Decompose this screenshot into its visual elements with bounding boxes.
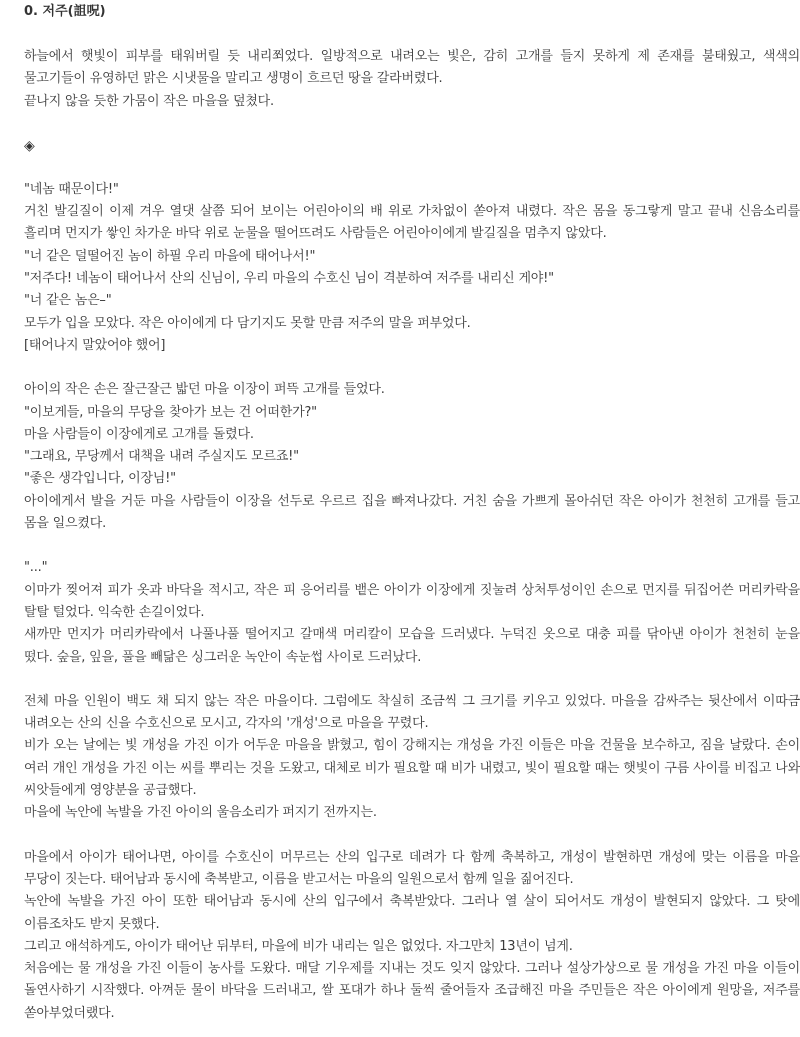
story-paragraph: "너 같은 놈은–": [24, 293, 112, 309]
page-title: 0. 저주(詛呪): [24, 4, 106, 19]
paragraph-gap: [24, 669, 800, 691]
story-paragraph: 전체 마을 인원이 백도 채 되지 않는 작은 마을이다. 그럼에도 착실히 조금씩 그 크기를 키우고 있었다. 마을을 감싸주는 뒷산에서 이따금 내려오는 산의 신을 수호신으로 모시고, 각자의 '개성'으로 마을을 꾸렸다.: [24, 693, 800, 732]
story-paragraph: 아이의 작은 손은 잘근잘근 밟던 마을 이장이 퍼뜩 고개를 들었다.: [24, 382, 385, 398]
story-paragraph: 마을에 녹안에 녹발을 가진 아이의 울음소리가 퍼지기 전까지는.: [24, 805, 377, 821]
section-divider-symbol: ◈: [24, 137, 35, 154]
story-paragraph: "좋은 생각입니다, 이장님!": [24, 471, 176, 487]
story-paragraph: 이마가 찢어져 피가 옷과 바닥을 적시고, 작은 피 응어리를 뱉은 아이가 이장에게 짓눌려 상처투성이인 손으로 먼지를 뒤집어쓴 머리카락을 탈탈 털었다. 익숙한 손길이었다.: [24, 582, 800, 620]
story-paragraph: 모두가 입을 모았다. 작은 아이에게 다 담기지도 못할 만큼 저주의 말을 퍼부었다.: [24, 315, 471, 331]
story-paragraph: 녹안에 녹발을 가진 아이 또한 태어남과 동시에 산의 입구에서 축복받았다. 그러나 열 살이 되어서도 개성이 발현되지 않았다. 그 탓에 이름조차도 받지 못했다.: [24, 894, 800, 932]
story-paragraph: 새까만 먼지가 머리카락에서 나풀나풀 떨어지고 갈매색 머리칼이 모습을 드러냈다. 누덕진 옷으로 대충 피를 닦아낸 아이가 천천히 눈을 떴다. 숲을, 잎을, 풀을 빼닮은 싱그러운 녹안이 속눈썹 사이로 드러났다.: [24, 627, 800, 665]
story-paragraph: 끝나지 않을 듯한 가뭄이 작은 마을을 덮쳤다.: [24, 93, 274, 109]
story-paragraph: 그리고 애석하게도, 아이가 태어난 뒤부터, 마을에 비가 내리는 일은 없었다. 자그만치 13년이 넘게.: [24, 938, 573, 954]
paragraph-gap: [24, 825, 800, 847]
story-paragraph: "네놈 때문이다!": [24, 181, 119, 197]
story-paragraph: 하늘에서 햇빛이 피부를 태워버릴 듯 내리쬐었다. 일방적으로 내려오는 빛은, 감히 고개를 들지 못하게 제 존재를 불태웠고, 색색의 물고기들이 유영하던 맑은 시냇물을 말리고 생명이 흐르던 땅을 갈라버렸다.: [24, 49, 800, 87]
story-paragraph: 거친 발길질이 이제 겨우 열댓 살쯤 되어 보이는 어린아이의 배 위로 가차없이 쏟아져 내렸다. 작은 몸을 동그랗게 말고 끝내 신음소리를 흘리며 먼지가 쌓인 차가운 바닥 위로 눈물을 떨어뜨려도 사람들은 어린아이에게 발길질을 멈추지 않았다.: [24, 204, 800, 242]
story-paragraph: 마을 사람들이 이장에게로 고개를 돌렸다.: [24, 426, 254, 442]
paragraph-gap: [24, 357, 800, 379]
story-paragraph: 아이에게서 발을 거둔 마을 사람들이 이장을 선두로 우르르 집을 빠져나갔다. 거친 숨을 가쁘게 몰아쉬던 작은 아이가 천천히 고개를 들고 몸을 일으켰다.: [24, 493, 800, 532]
story-paragraph: [태어나지 말았어야 했어]: [24, 337, 166, 353]
story-paragraph: 비가 오는 날에는 빛 개성을 가진 이가 어두운 마을을 밝혔고, 힘이 강해지는 개성을 가진 이들은 마을 건물을 보수하고, 짐을 날랐다. 손이 여러 개인 개성을 가진 이는 씨를 뿌리는 것을 도왔고, 대체로 비가 필요할 때 비가 내렸고, 빛이 필요할 때는 햇빛이 구름 사이를 비집고 나와 씨앗들에게 영양분을 공급했다.: [24, 738, 800, 799]
story-paragraph: 마을에서 아이가 태어나면, 아이를 수호신이 머무르는 산의 입구로 데려가 다 함께 축복하고, 개성이 발현하면 개성에 맞는 이름을 마을 무당이 짓는다. 태어남과 동시에 축복받고, 이름을 받고서는 마을의 일원으로서 함께 일을 짊어진다.: [24, 849, 800, 887]
story-paragraph: "너 같은 덜떨어진 놈이 하필 우리 마을에 태어나서!": [24, 248, 316, 264]
story-paragraph: "저주다! 네놈이 태어나서 산의 신님이, 우리 마을의 수호신 님이 격분하여 저주를 내리신 게야!": [24, 271, 554, 287]
story-paragraph: "...": [24, 560, 48, 576]
paragraph-gap: [24, 113, 800, 135]
paragraph-gap: [24, 535, 800, 557]
story-paragraph: "이보게들, 마을의 무당을 찾아가 보는 건 어떠한가?": [24, 404, 317, 420]
story-paragraph: "그래요, 무당께서 대책을 내려 주실지도 모르죠!": [24, 449, 299, 465]
story-body: [24, 46, 800, 1025]
story-paragraph: 처음에는 물 개성을 가진 이들이 농사를 도왔다. 매달 기우제를 지내는 것도 잊지 않았다. 그러나 설상가상으로 물 개성을 가진 마을 이들이 돌연사하기 시작했다. 아껴둔 물이 바닥을 드러내고, 쌀 포대가 하나 둘씩 줄어들자 조급해진 마을 주민들은 작은 아이에게 원망을, 저주를 쏟아부었더랬다.: [24, 961, 800, 1021]
paragraph-gap: [24, 157, 800, 179]
